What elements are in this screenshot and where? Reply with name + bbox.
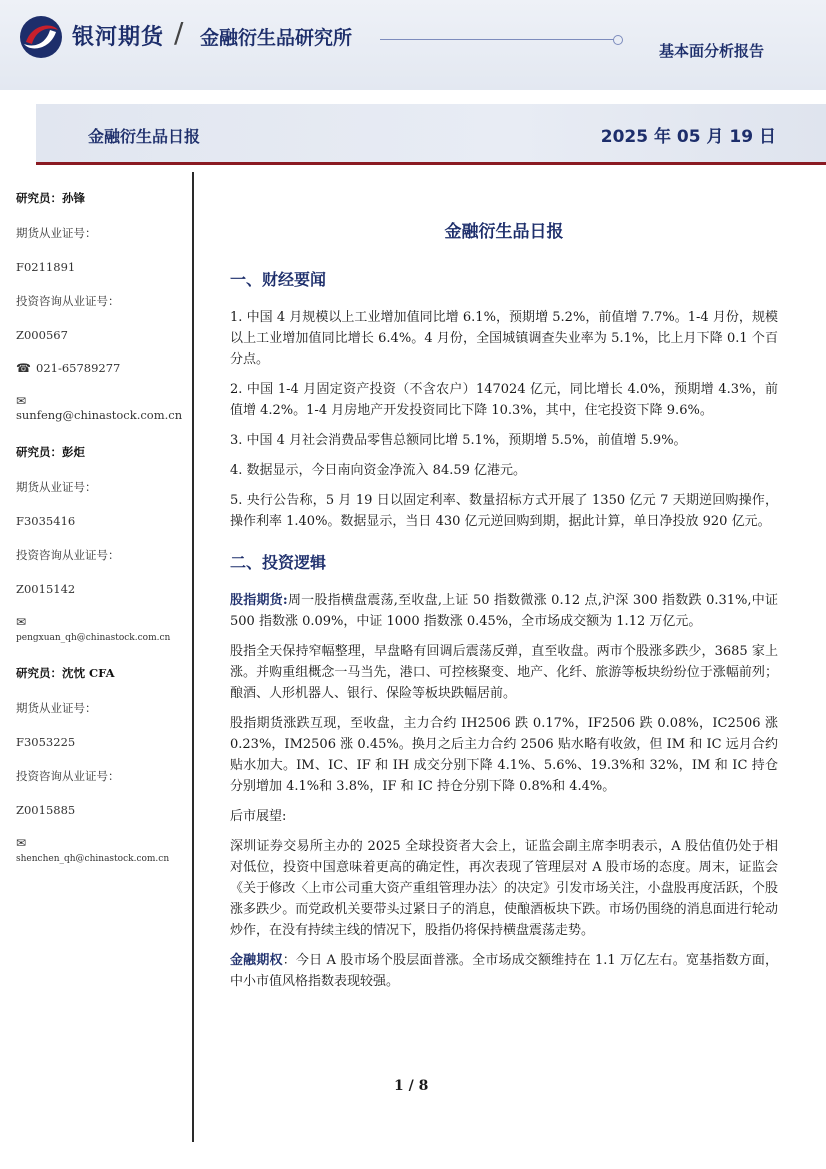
- report-body: [230, 222, 778, 1001]
- news-item: 2. 中国 1-4 月固定资产投资（不含农户）147024 亿元，同比增长 4.0%，预期增 4.3%，前值增 4.2%。1-4 月房地产开发投资同比下降 10.3%，其中，住宅投资下降 9.6%。: [230, 382, 778, 418]
- phone-number: 021-65789277: [36, 361, 121, 375]
- outlook-heading: 后市展望:: [230, 809, 287, 824]
- banner-title: 金融衍生品日报: [88, 127, 201, 146]
- section-heading-logic: 二、投资逻辑: [230, 553, 327, 572]
- email-line: [16, 615, 188, 643]
- futures-paragraph: 股指期货涨跌互现，至收盘，主力合约 IH2506 跌 0.17%，IF2506 跌 0.08%，IC2506 涨 0.23%，IM2506 涨 0.45%。换月之后主力合约 2506 贴水略有收敛，但 IM 和 IC 远月合约贴水加大。IM、IC、IF 和 IH 成交分别下降 4.1%、5.6%、19.3%和 32%，IM 和 IC 持仓分别增加 4.1%和 3.8%，IF 和 IC 持仓分别下降 0.8%和 4.4%。: [230, 716, 778, 794]
- advisory-cert-number: Z0015142: [16, 582, 76, 596]
- report-date: 2025 年 05 月 19 日: [600, 127, 776, 147]
- options-paragraph: [230, 950, 778, 992]
- researcher-card: [16, 190, 188, 422]
- page-number: 1 / 8: [394, 1078, 429, 1094]
- futures-cert-number: F3053225: [16, 735, 76, 749]
- researcher-card: [16, 665, 188, 864]
- email-address[interactable]: pengxuan_qh@chinastock.com.cn: [16, 633, 171, 643]
- report-banner: [36, 104, 826, 165]
- market-paragraph: 股指全天保持窄幅整理，早盘略有回调后震荡反弹，直至收盘。两市个股涨多跌少，3685 家上涨。并购重组概念一马当先，港口、可控核聚变、地产、化纤、旅游等板块纷纷位于涨幅前列；酿酒、人形机器人、银行、保险等板块跌幅居前。: [230, 644, 778, 701]
- futures-cert-number: F3035416: [16, 514, 76, 528]
- column-divider: [192, 172, 194, 1142]
- advisory-cert-label: 投资咨询从业证号：: [16, 294, 120, 308]
- news-item: 5. 央行公告称，5 月 19 日以固定利率、数量招标方式开展了 1350 亿元 7 天期逆回购操作，操作利率 1.40%。数据显示，当日 430 亿元逆回购到期，据此计算，单日净投放 920 亿元。: [230, 493, 778, 529]
- index-futures-paragraph: [230, 590, 778, 632]
- decorative-line: [380, 39, 615, 40]
- researcher-name: 研究员：孙锋: [16, 191, 85, 205]
- researcher-sidebar: [16, 190, 188, 886]
- envelope-icon: ✉: [16, 615, 27, 629]
- index-futures-text: 周一股指横盘震荡,至收盘,上证 50 指数微涨 0.12 点,沪深 300 指数跌 0.31%,中证 500 指数涨 0.09%，中证 1000 指数涨 0.45%，全市场成交额为 1.12 万亿元。: [230, 593, 778, 629]
- header-separator: /: [174, 16, 184, 49]
- email-line: [16, 836, 188, 864]
- phone-icon: ☎: [16, 361, 31, 375]
- futures-cert-number: F0211891: [16, 260, 76, 274]
- email-address[interactable]: shenchen_qh@chinastock.com.cn: [16, 854, 170, 864]
- decorative-dot: [613, 35, 623, 45]
- envelope-icon: ✉: [16, 836, 27, 850]
- index-futures-lead: 股指期货:: [230, 593, 288, 608]
- options-lead: 金融期权: [230, 953, 283, 968]
- section-heading-news: 一、财经要闻: [230, 270, 327, 289]
- options-text: ：今日 A 股市场个股层面普涨。全市场成交额维持在 1.1 万亿左右。宽基指数方面，中小市值风格指数表现较强。: [230, 953, 778, 989]
- outlook-paragraph: 深圳证券交易所主办的 2025 全球投资者大会上，证监会副主席李明表示，A 股估值仍处于相对低位，投资中国意味着更高的确定性，再次表现了管理层对 A 股市场的态度。周末，证监会《关于修改〈上市公司重大资产重组管理办法〉的决定》引发市场关注，小盘股再度活跃，个股涨多跌少。而党政机关要带头过紧日子的消息，使酿酒板块下跌。市场仍围绕的消息面进行轮动炒作，在没有持续主线的情况下，股指仍将保持横盘震荡走势。: [230, 839, 778, 938]
- envelope-icon: ✉: [16, 394, 27, 408]
- news-item: 1. 中国 4 月规模以上工业增加值同比增 6.1%，预期增 5.2%，前值增 7.7%。1-4 月份，规模以上工业增加值同比增长 6.4%。4 月份，全国城镇调查失业率为 5.1%，比上月下降 0.1 个百分点。: [230, 310, 778, 367]
- brand-name: 银河期货: [72, 25, 165, 50]
- advisory-cert-number: Z0015885: [16, 803, 76, 817]
- phone-line: [16, 361, 188, 375]
- futures-cert-label: 期货从业证号：: [16, 701, 97, 715]
- futures-cert-label: 期货从业证号：: [16, 226, 97, 240]
- researcher-card: [16, 444, 188, 643]
- header-band: [0, 0, 826, 90]
- galaxy-logo-icon: [18, 14, 64, 60]
- researcher-name: 研究员：沈忱 CFA: [16, 666, 115, 680]
- institute-name: 金融衍生品研究所: [200, 27, 353, 49]
- report-type: 基本面分析报告: [658, 42, 764, 60]
- researcher-name: 研究员：彭炬: [16, 445, 85, 459]
- advisory-cert-number: Z000567: [16, 328, 68, 342]
- email-line: [16, 394, 188, 422]
- advisory-cert-label: 投资咨询从业证号：: [16, 548, 120, 562]
- email-address[interactable]: sunfeng@chinastock.com.cn: [16, 408, 183, 422]
- advisory-cert-label: 投资咨询从业证号：: [16, 769, 120, 783]
- document-title: 金融衍生品日报: [444, 222, 564, 242]
- news-item: 4. 数据显示，今日南向资金净流入 84.59 亿港元。: [230, 463, 527, 478]
- futures-cert-label: 期货从业证号：: [16, 480, 97, 494]
- news-item: 3. 中国 4 月社会消费品零售总额同比增 5.1%，预期增 5.5%，前值增 5.9%。: [230, 433, 687, 448]
